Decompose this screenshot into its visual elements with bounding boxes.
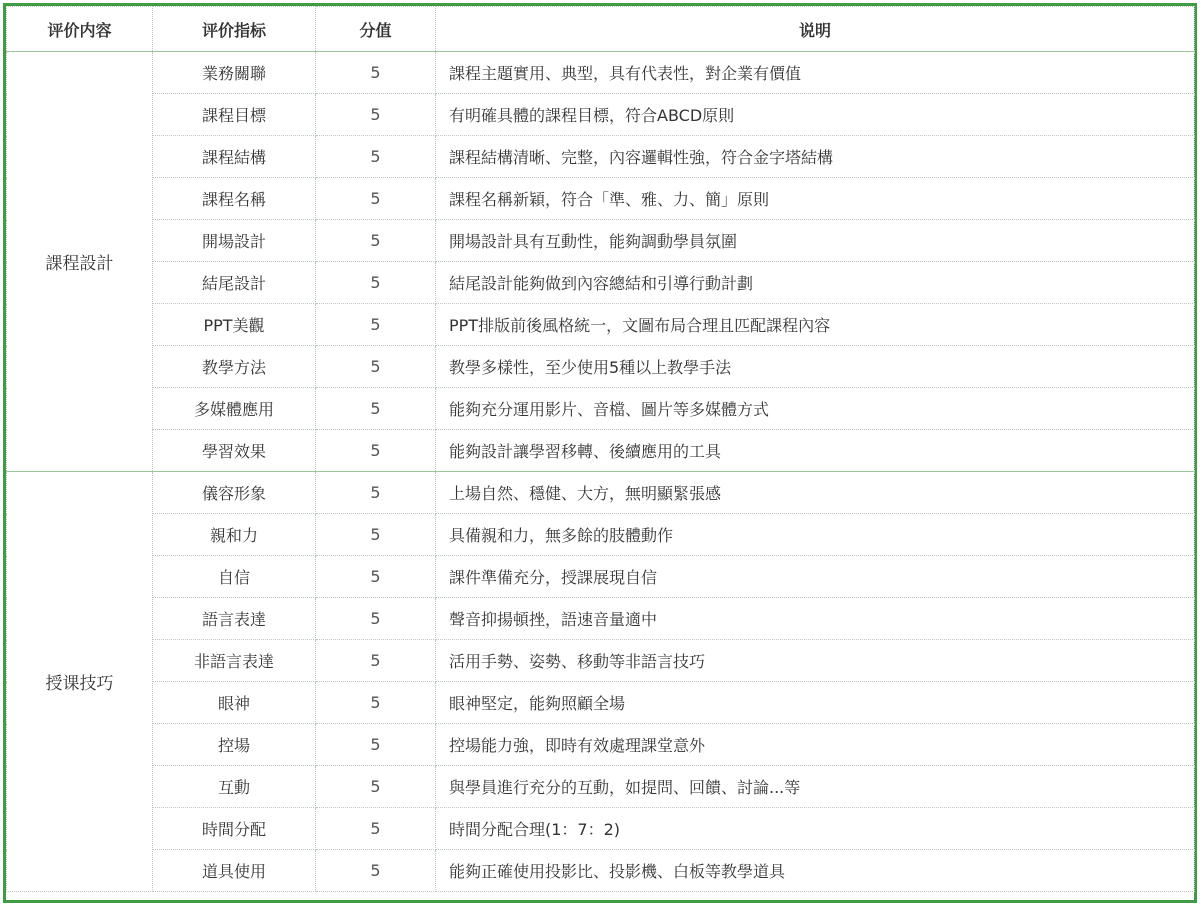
description-cell: 課程主題實用、典型，具有代表性，對企業有價值 [436,52,1195,94]
description-cell: 眼神堅定，能夠照顧全場 [436,682,1195,724]
category-cell: 課程設計 [7,52,153,472]
table-row [7,472,1195,514]
description-cell: 教學多樣性，至少使用5種以上教學手法 [436,346,1195,388]
score-cell: 5 [316,346,436,388]
table-row [7,346,1195,388]
score-cell: 5 [316,94,436,136]
table-row [7,724,1195,766]
indicator-cell: 課程結構 [153,136,316,178]
header-score: 分值 [316,7,436,52]
table-row [7,136,1195,178]
indicator-cell: 親和力 [153,514,316,556]
header-description: 说明 [436,7,1195,52]
indicator-cell: 課程名稱 [153,178,316,220]
header-category: 评价内容 [7,7,153,52]
indicator-cell: 互動 [153,766,316,808]
table-row [7,514,1195,556]
evaluation-table [6,6,1195,892]
table-row [7,52,1195,94]
score-cell: 5 [316,220,436,262]
description-cell: 能夠充分運用影片、音檔、圖片等多媒體方式 [436,388,1195,430]
description-cell: 能夠正確使用投影比、投影機、白板等教學道具 [436,850,1195,892]
table-row [7,808,1195,850]
indicator-cell: 課程目標 [153,94,316,136]
score-cell: 5 [316,808,436,850]
score-cell: 5 [316,388,436,430]
table-row [7,598,1195,640]
table-body [7,52,1195,892]
description-cell: 有明確具體的課程目標，符合ABCD原則 [436,94,1195,136]
score-cell: 5 [316,850,436,892]
indicator-cell: 道具使用 [153,850,316,892]
score-cell: 5 [316,598,436,640]
table-row [7,304,1195,346]
score-cell: 5 [316,262,436,304]
description-cell: 開場設計具有互動性，能夠調動學員氛圍 [436,220,1195,262]
description-cell: 課件準備充分，授課展現自信 [436,556,1195,598]
category-cell: 授课技巧 [7,472,153,892]
table-row [7,220,1195,262]
description-cell: 具備親和力，無多餘的肢體動作 [436,514,1195,556]
table-row [7,682,1195,724]
description-cell: 與學員進行充分的互動，如提問、回饋、討論...等 [436,766,1195,808]
table-row [7,766,1195,808]
table-row [7,388,1195,430]
table-row [7,850,1195,892]
table-row [7,94,1195,136]
description-cell: 聲音抑揚頓挫，語速音量適中 [436,598,1195,640]
description-cell: 能夠設計讓學習移轉、後續應用的工具 [436,430,1195,472]
description-cell: 時間分配合理(1：7：2) [436,808,1195,850]
description-cell: 課程名稱新穎，符合「準、雅、力、簡」原則 [436,178,1195,220]
table-row [7,430,1195,472]
score-cell: 5 [316,514,436,556]
score-cell: 5 [316,136,436,178]
description-cell: 活用手勢、姿勢、移動等非語言技巧 [436,640,1195,682]
description-cell: 結尾設計能夠做到內容總結和引導行動計劃 [436,262,1195,304]
header-indicator: 评价指标 [153,7,316,52]
indicator-cell: PPT美觀 [153,304,316,346]
table-row [7,640,1195,682]
table-row [7,556,1195,598]
score-cell: 5 [316,724,436,766]
score-cell: 5 [316,52,436,94]
indicator-cell: 控場 [153,724,316,766]
indicator-cell: 業務關聯 [153,52,316,94]
score-cell: 5 [316,766,436,808]
table-row [7,178,1195,220]
indicator-cell: 時間分配 [153,808,316,850]
score-cell: 5 [316,640,436,682]
indicator-cell: 儀容形象 [153,472,316,514]
score-cell: 5 [316,178,436,220]
header-row [7,7,1195,52]
indicator-cell: 教學方法 [153,346,316,388]
indicator-cell: 眼神 [153,682,316,724]
indicator-cell: 多媒體應用 [153,388,316,430]
score-cell: 5 [316,682,436,724]
indicator-cell: 結尾設計 [153,262,316,304]
evaluation-table-frame [3,3,1197,903]
score-cell: 5 [316,430,436,472]
score-cell: 5 [316,556,436,598]
score-cell: 5 [316,304,436,346]
description-cell: PPT排版前後風格統一，文圖布局合理且匹配課程內容 [436,304,1195,346]
indicator-cell: 開場設計 [153,220,316,262]
score-cell: 5 [316,472,436,514]
description-cell: 上場自然、穩健、大方，無明顯緊張感 [436,472,1195,514]
description-cell: 課程結構清晰、完整，內容邏輯性強，符合金字塔結構 [436,136,1195,178]
description-cell: 控場能力強，即時有效處理課堂意外 [436,724,1195,766]
indicator-cell: 非語言表達 [153,640,316,682]
table-row [7,262,1195,304]
indicator-cell: 學習效果 [153,430,316,472]
indicator-cell: 自信 [153,556,316,598]
indicator-cell: 語言表達 [153,598,316,640]
